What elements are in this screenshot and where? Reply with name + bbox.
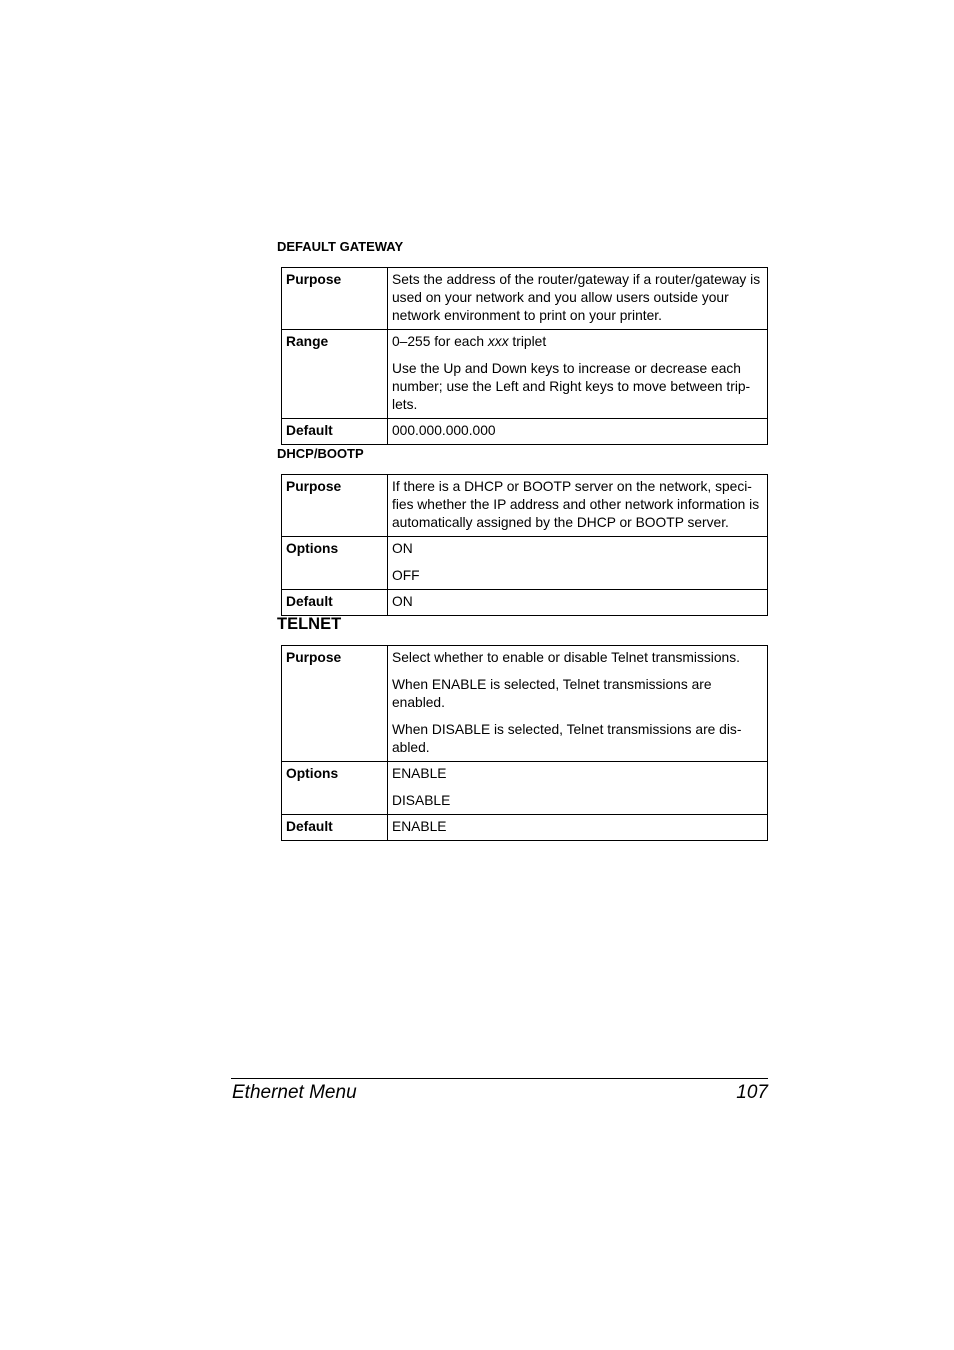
row-text: Sets the address of the router/gateway if a router/gateway is used on your network and you allow users outside your network environment to print on your printer. [392,272,761,323]
row-text: If there is a DHCP or BOOTP server on the network, speci-fies whether the IP address and other network information is automatically assigned by the DHCP or BOOTP server. [392,479,760,530]
telnet-table [281,645,768,841]
table-row [282,762,768,815]
row-label: Default [282,590,388,616]
row-value [388,590,768,616]
table-row [282,646,768,762]
row-value [388,815,768,841]
dhcp-bootp-table [281,474,768,616]
section-heading-default-gateway: DEFAULT GATEWAY [277,239,404,254]
default-gateway-table [281,267,768,445]
row-text: When DISABLE is selected, Telnet transmissions are dis-abled. [392,722,742,755]
row-value [388,646,768,762]
table-row [282,330,768,419]
row-value [388,268,768,330]
table-row [282,590,768,616]
row-label: Purpose [282,475,388,537]
row-label: Purpose [282,268,388,330]
row-value [388,419,768,445]
row-text: Select whether to enable or disable Telnet transmissions. [392,650,740,665]
row-text: OFF [392,568,420,583]
row-label: Default [282,815,388,841]
row-text: When ENABLE is selected, Telnet transmissions are enabled. [392,677,712,710]
row-text: ON [392,541,413,556]
row-value [388,475,768,537]
row-text: Use the Up and Down keys to increase or decrease each number; use the Left and Right keys to move between trip-lets. [392,361,751,412]
row-value [388,330,768,419]
table-row [282,475,768,537]
row-text: DISABLE [392,793,451,808]
row-text: ENABLE [392,766,447,781]
footer-chapter-title: Ethernet Menu [232,1082,357,1103]
row-text: ON [392,594,413,609]
row-label: Options [282,537,388,590]
row-label: Range [282,330,388,419]
table-row [282,815,768,841]
section-heading-telnet: TELNET [277,615,342,633]
table-row [282,537,768,590]
row-label: Default [282,419,388,445]
row-label: Options [282,762,388,815]
row-label: Purpose [282,646,388,762]
page-number: 107 [736,1082,768,1103]
table-row [282,419,768,445]
row-text: ENABLE [392,819,447,834]
row-text: 000.000.000.000 [392,423,496,438]
row-text: 0–255 for each xxx triplet [392,334,547,349]
section-heading-dhcp-bootp: DHCP/BOOTP [277,446,364,461]
table-row [282,268,768,330]
row-value [388,537,768,590]
row-value [388,762,768,815]
footer-divider [231,1078,768,1079]
